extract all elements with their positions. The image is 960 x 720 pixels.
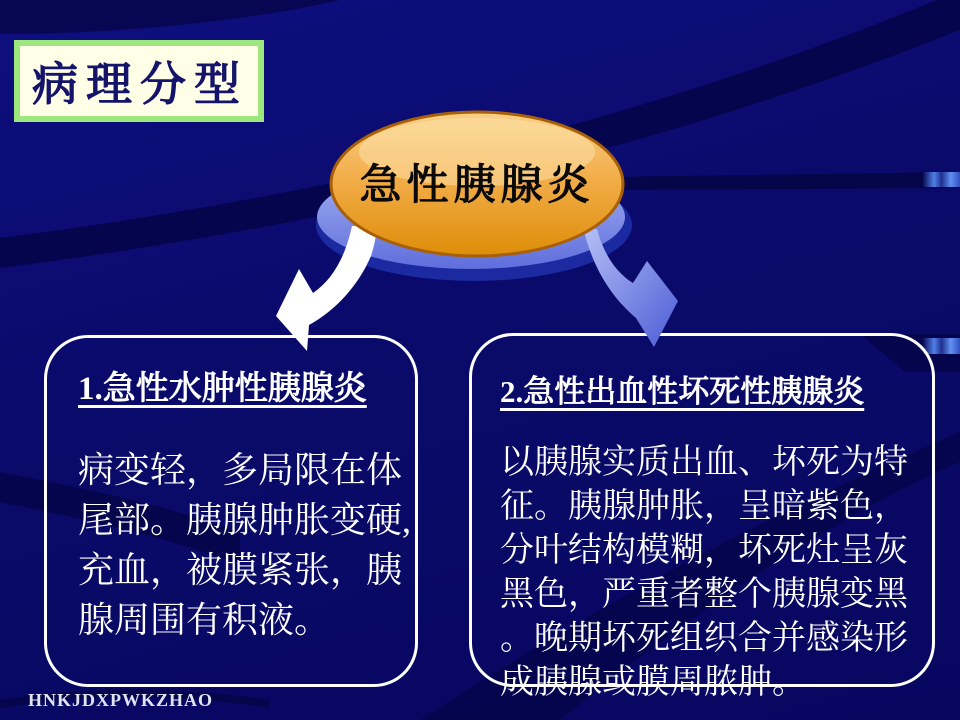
watermark: HNKJDXPWKZHAO	[28, 690, 214, 710]
slide-title: 病理分型	[32, 59, 248, 110]
body-line: 尾部。胰腺肿胀变硬,	[78, 500, 412, 540]
body-line: 成胰腺或膜周脓肿。	[500, 664, 806, 701]
body-line: 。晚期坏死组织合并感染形	[500, 620, 908, 657]
root-node-label: 急性胰腺炎	[359, 160, 595, 209]
curved-arrow-right-icon	[583, 227, 678, 347]
body-line: 征。胰腺肿胀，呈暗紫色，	[500, 488, 908, 525]
body-line: 腺周围有积液。	[78, 600, 331, 640]
branch-2-heading: 2.急性出血性坏死性胰腺炎	[500, 374, 865, 409]
body-line: 以胰腺实质出血、坏死为特	[500, 444, 908, 481]
body-line: 充血，被膜紧张，胰	[78, 550, 403, 590]
body-line: 病变轻，多局限在体	[78, 450, 403, 490]
body-line: 分叶结构模糊，坏死灶呈灰	[500, 532, 908, 569]
branch-1-heading: 1.急性水肿性胰腺炎	[78, 371, 367, 407]
slide-title-box	[14, 40, 264, 122]
body-line: 黑色，严重者整个胰腺变黑	[500, 576, 908, 613]
